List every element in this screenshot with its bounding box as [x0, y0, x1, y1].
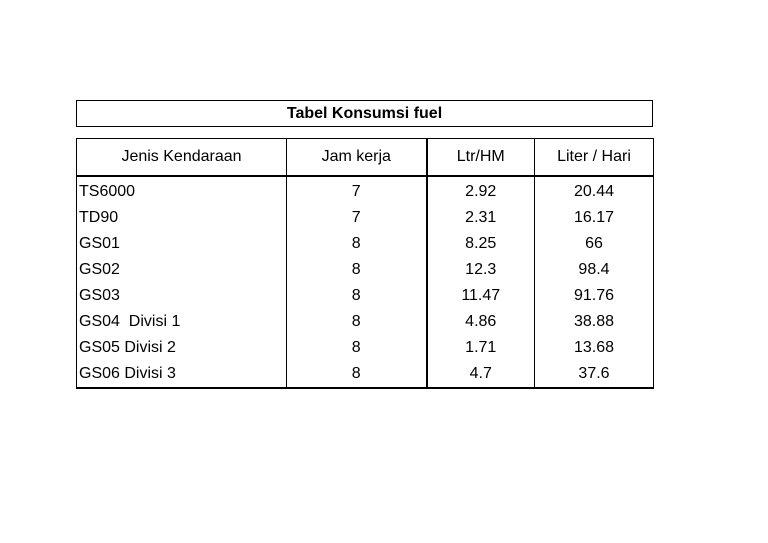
cell-work-hours: 8 — [287, 257, 427, 283]
cell-work-hours: 7 — [287, 176, 427, 205]
table-row — [77, 205, 654, 231]
cell-liter-hari: 16.17 — [535, 205, 654, 231]
table-row — [77, 176, 654, 205]
table-title: Tabel Konsumsi fuel — [76, 100, 653, 127]
header-jam-kerja: Jam kerja — [287, 139, 427, 177]
cell-work-hours: 8 — [287, 309, 427, 335]
cell-ltr-hm: 2.92 — [427, 176, 535, 205]
cell-ltr-hm: 2.31 — [427, 205, 535, 231]
cell-ltr-hm: 4.7 — [427, 361, 535, 388]
cell-work-hours: 8 — [287, 283, 427, 309]
cell-ltr-hm: 8.25 — [427, 231, 535, 257]
cell-vehicle: TS6000 — [77, 176, 287, 205]
cell-liter-hari: 20.44 — [535, 176, 654, 205]
cell-work-hours: 8 — [287, 361, 427, 388]
table-row — [77, 335, 654, 361]
table-row — [77, 257, 654, 283]
cell-vehicle: GS03 — [77, 283, 287, 309]
cell-ltr-hm: 4.86 — [427, 309, 535, 335]
header-jenis-kendaraan: Jenis Kendaraan — [77, 139, 287, 177]
cell-liter-hari: 13.68 — [535, 335, 654, 361]
cell-vehicle: GS05 Divisi 2 — [77, 335, 287, 361]
header-ltr-hm: Ltr/HM — [427, 139, 535, 177]
cell-liter-hari: 37.6 — [535, 361, 654, 388]
table-header-row — [77, 139, 654, 177]
cell-liter-hari: 66 — [535, 231, 654, 257]
cell-work-hours: 8 — [287, 335, 427, 361]
header-liter-hari: Liter / Hari — [535, 139, 654, 177]
cell-liter-hari: 38.88 — [535, 309, 654, 335]
fuel-consumption-table — [76, 138, 654, 389]
table-row — [77, 361, 654, 388]
cell-liter-hari: 98.4 — [535, 257, 654, 283]
cell-ltr-hm: 11.47 — [427, 283, 535, 309]
cell-liter-hari: 91.76 — [535, 283, 654, 309]
cell-vehicle: TD90 — [77, 205, 287, 231]
cell-vehicle: GS02 — [77, 257, 287, 283]
cell-ltr-hm: 12.3 — [427, 257, 535, 283]
table-row — [77, 231, 654, 257]
cell-vehicle: GS04 Divisi 1 — [77, 309, 287, 335]
cell-vehicle: GS06 Divisi 3 — [77, 361, 287, 388]
cell-work-hours: 7 — [287, 205, 427, 231]
cell-work-hours: 8 — [287, 231, 427, 257]
table-row — [77, 309, 654, 335]
table-row — [77, 283, 654, 309]
cell-ltr-hm: 1.71 — [427, 335, 535, 361]
cell-vehicle: GS01 — [77, 231, 287, 257]
